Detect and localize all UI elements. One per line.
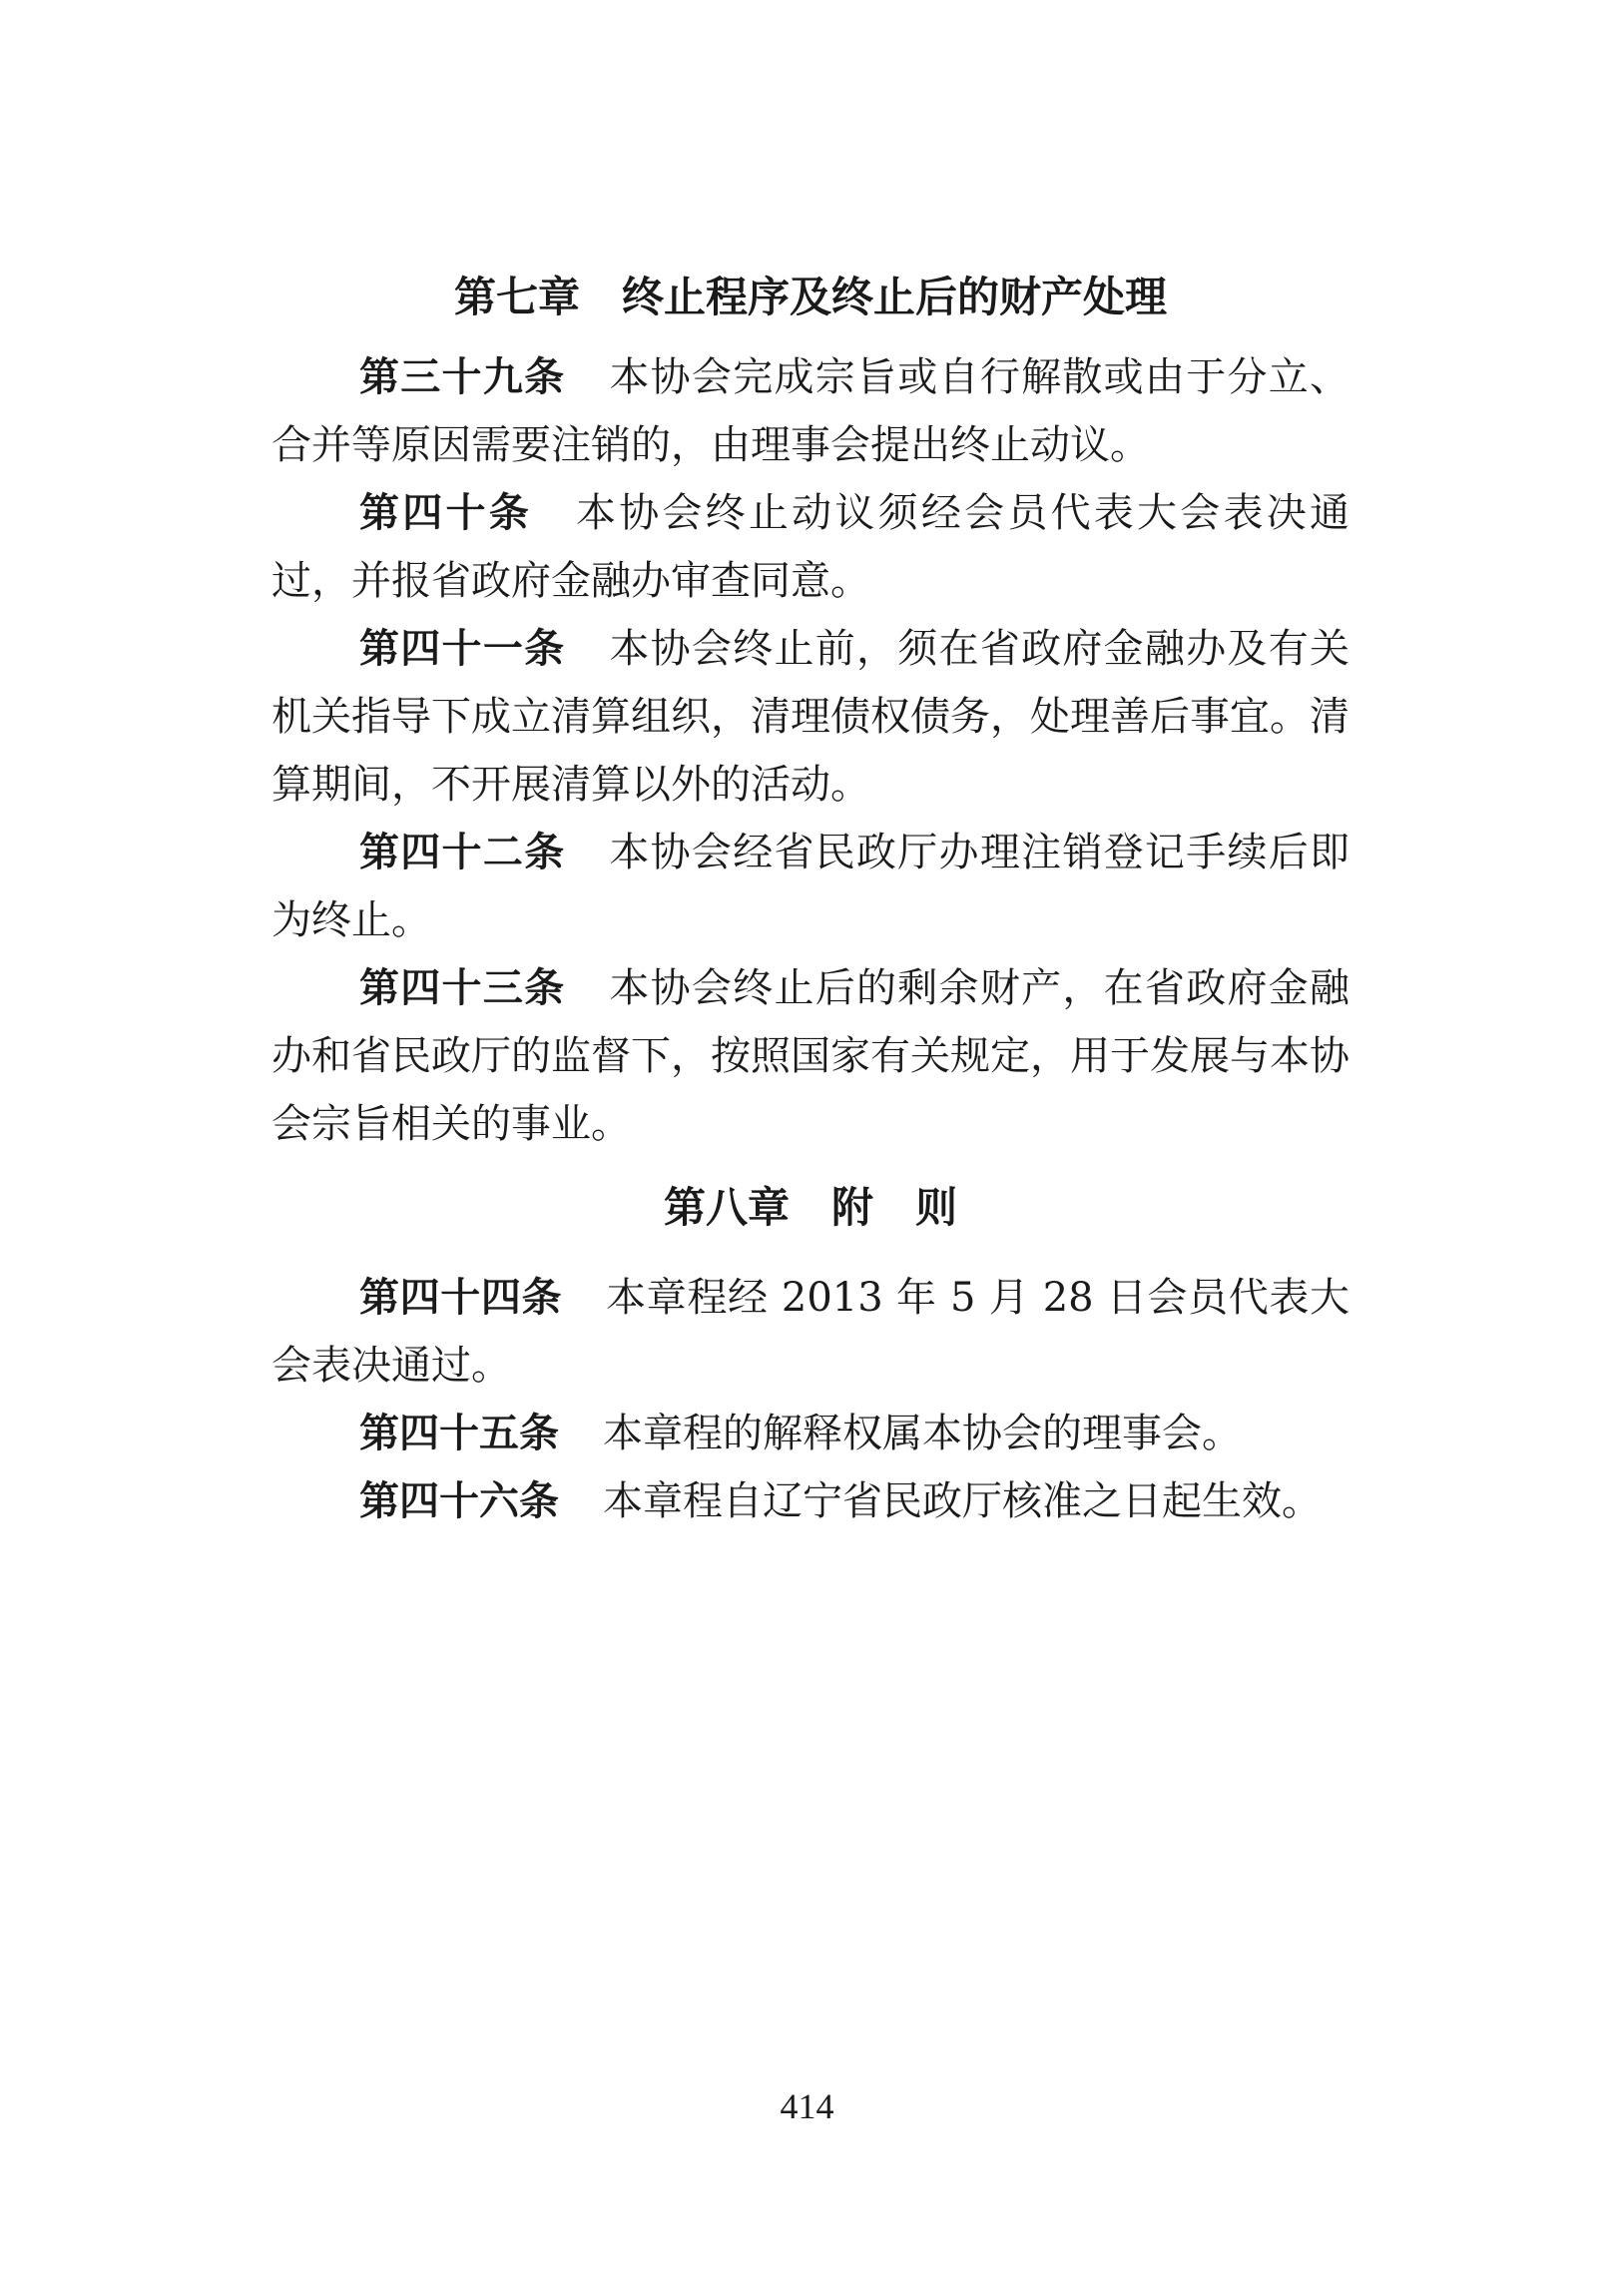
article-text: 本协会完成宗旨或自行解散或由于分立、合并等原因需要注销的，由理事会提出终止动议。 bbox=[271, 354, 1350, 468]
article-40 bbox=[271, 479, 1349, 615]
article-text: 本协会经省民政厅办理注销登记手续后即为终止。 bbox=[271, 830, 1350, 943]
page-content bbox=[271, 262, 1349, 1535]
article-label: 第四十一条 bbox=[359, 626, 566, 672]
article-text: 本章程经 2013 年 5 月 28 日会员代表大会表决通过。 bbox=[271, 1275, 1350, 1389]
article-text: 本章程自辽宁省民政厅核准之日起生效。 bbox=[603, 1478, 1322, 1524]
article-45 bbox=[271, 1400, 1349, 1467]
article-44 bbox=[271, 1264, 1349, 1400]
article-label: 第三十九条 bbox=[359, 354, 566, 400]
article-label: 第四十三条 bbox=[359, 965, 566, 1011]
chapter-7-title: 第七章 终止程序及终止后的财产处理 bbox=[453, 273, 1167, 321]
article-text: 本协会终止后的剩余财产，在省政府金融办和省民政厅的监督下，按照国家有关规定，用于发展与本协会宗旨相关的事业。 bbox=[271, 965, 1350, 1147]
page-number: 414 bbox=[780, 2086, 834, 2126]
article-label: 第四十条 bbox=[359, 490, 532, 536]
article-46 bbox=[271, 1467, 1349, 1535]
article-text: 本章程的解释权属本协会的理事会。 bbox=[603, 1411, 1242, 1456]
article-label: 第四十四条 bbox=[359, 1275, 563, 1321]
article-text: 本协会终止动议须经会员代表大会表决通过，并报省政府金融办审查同意。 bbox=[271, 490, 1350, 604]
article-label: 第四十二条 bbox=[359, 830, 566, 875]
article-43 bbox=[271, 954, 1349, 1158]
article-42 bbox=[271, 819, 1349, 954]
chapter-8-title: 第八章 附 则 bbox=[663, 1183, 957, 1232]
article-text: 本协会终止前，须在省政府金融办及有关机关指导下成立清算组织，清理债权债务，处理善后事宜。清算期间，不开展清算以外的活动。 bbox=[271, 626, 1350, 808]
article-label: 第四十五条 bbox=[359, 1411, 559, 1456]
article-label: 第四十六条 bbox=[359, 1478, 559, 1524]
article-41 bbox=[271, 615, 1349, 819]
article-39 bbox=[271, 343, 1349, 479]
